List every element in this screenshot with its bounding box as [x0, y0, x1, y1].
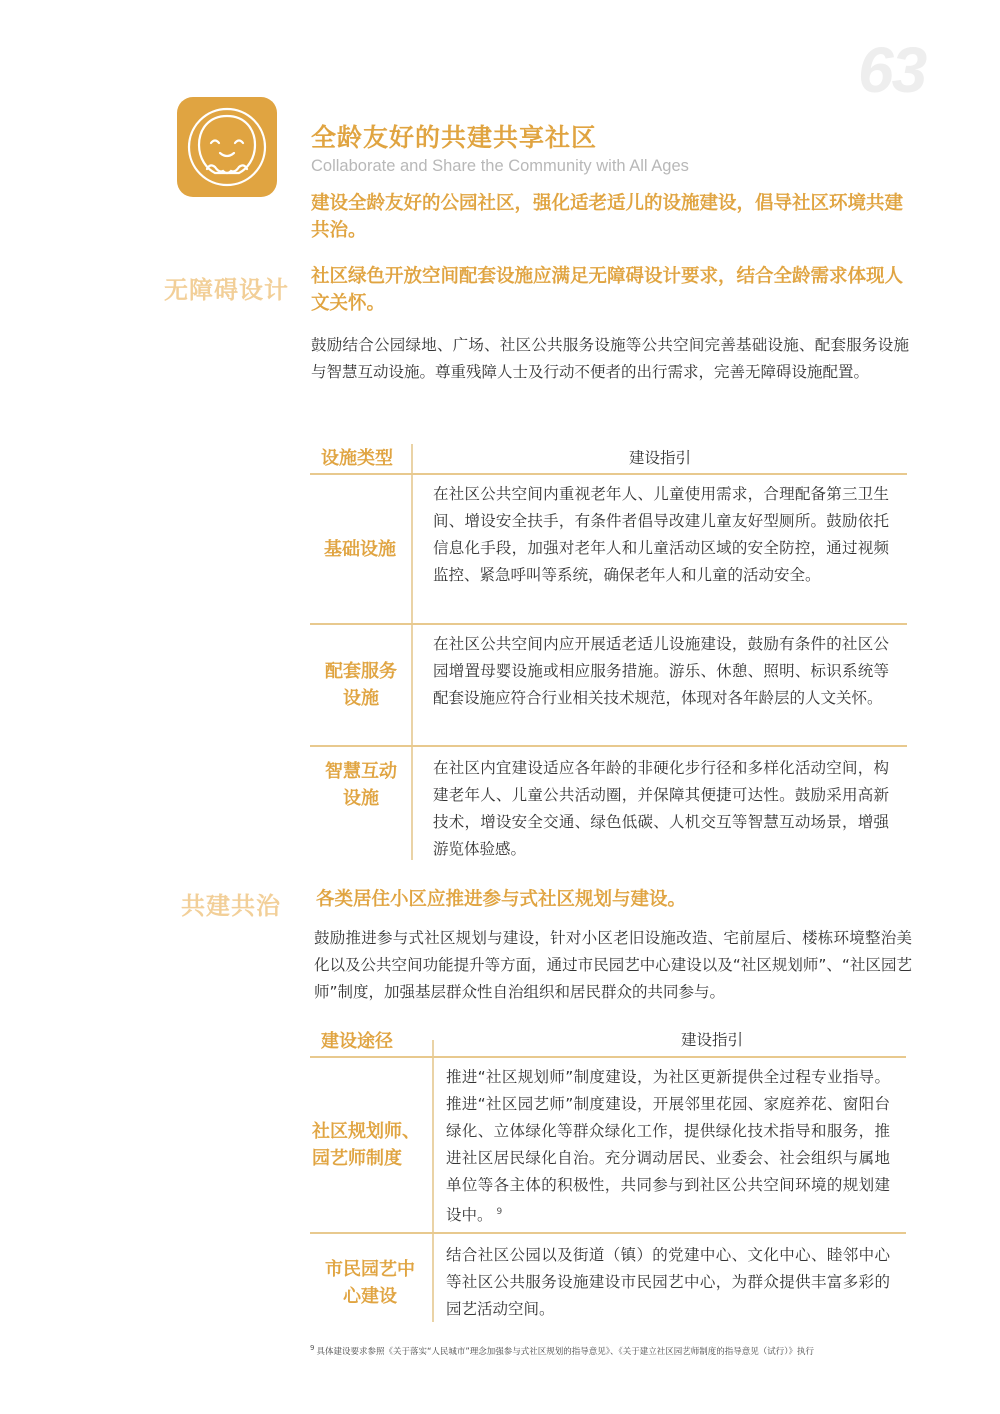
- table-header-guide: 建设指引: [681, 1031, 744, 1049]
- smiling-face-icon-graphic: [177, 97, 277, 197]
- table-divider: [310, 1056, 906, 1058]
- row-text: 在社区公共空间内应开展适老适儿设施建设，鼓励有条件的社区公园增置母婴设施或相应服务措施。游乐、休憩、照明、标识系统等配套设施应符合行业相关技术规范，体现对各年龄层的人文关怀。: [433, 635, 889, 707]
- row-text: [446, 1064, 890, 1229]
- chapter-lead: 建设全龄友好的公园社区，强化适老适儿的设施建设，倡导社区环境共建共治。: [311, 193, 904, 241]
- footnote: [310, 1344, 814, 1357]
- footnote-text: 具体建设要求参照《关于落实“人民城市”理念加强参与式社区规划的指导意见》、《关于建立社区园艺师制度的指导意见（试行）》执行: [316, 1346, 815, 1357]
- section-lead: 各类居住小区应推进参与式社区规划与建设。: [316, 889, 687, 910]
- row-text: 结合社区公园以及街道（镇）的党建中心、文化中心、睦邻中心等社区公共服务设施建设市民园艺中心，为群众提供丰富多彩的园艺活动空间。: [446, 1246, 890, 1318]
- table-divider-vertical: [411, 444, 413, 860]
- table-divider: [310, 1232, 906, 1234]
- section-heading-co-governance: 共建共治: [181, 892, 281, 920]
- section-heading-accessibility: 无障碍设计: [164, 276, 289, 304]
- table-divider-vertical: [432, 1040, 434, 1322]
- row-label: 社区规划师、园艺师制度: [312, 1121, 420, 1169]
- table-header-guide: 建设指引: [628, 449, 691, 467]
- table-divider: [310, 473, 907, 475]
- section-lead: 社区绿色开放空间配套设施应满足无障碍设计要求，结合全龄需求体现人文关怀。: [311, 266, 904, 314]
- row-label: 配套服务设施: [325, 661, 397, 709]
- table-divider: [310, 745, 907, 747]
- row-text: 在社区公共空间内重视老年人、儿童使用需求，合理配备第三卫生间、增设安全扶手，有条件者倡导改建儿童友好型厕所。鼓励依托信息化手段，加强对老年人和儿童活动区域的安全防控，通过视频监控、紧急呼叫等系统，确保老年人和儿童的活动安全。: [433, 485, 889, 584]
- smiling-face-icon: [177, 97, 277, 197]
- row-label: 基础设施: [324, 539, 396, 560]
- row-text: 在社区内宜建设适应各年龄的非硬化步行径和多样化活动空间，构建老年人、儿童公共活动圈，并保障其便捷可达性。鼓励采用高新技术，增设安全交通、绿色低碳、人机交互等智慧互动场景，增强游览体验感。: [433, 759, 889, 858]
- row-label: 智慧互动设施: [325, 761, 397, 809]
- chapter-title: 全龄友好的共建共享社区: [311, 123, 598, 152]
- table-divider: [310, 623, 907, 625]
- section-body: 鼓励结合公园绿地、广场、社区公共服务设施等公共空间完善基础设施、配套服务设施与智慧互动设施。尊重残障人士及行动不便者的出行需求，完善无障碍设施配置。: [311, 336, 909, 381]
- section-body: 鼓励推进参与式社区规划与建设，针对小区老旧设施改造、宅前屋后、楼栋环境整治美化以及公共空间功能提升等方面，通过市民园艺中心建设以及“社区规划师”、“社区园艺师”制度，加强基层群众性自治组织和居民群众的共同参与。: [314, 929, 912, 1001]
- chapter-subtitle: Collaborate and Share the Community with All Ages: [311, 157, 689, 175]
- footnote-marker: 9: [310, 1344, 315, 1352]
- row-label: 市民园艺中心建设: [325, 1259, 415, 1307]
- table-header-type: 设施类型: [321, 448, 393, 469]
- footnote-ref: 9: [496, 1207, 503, 1217]
- page-number: 63: [858, 34, 926, 106]
- row-text-content: 推进“社区规划师”制度建设，为社区更新提供全过程专业指导。推进“社区园艺师”制度建设，开展邻里花园、家庭养花、窗阳台绿化、立体绿化等群众绿化工作，提供绿化技术指导和服务，推进社区居民绿化自治。充分调动居民、业委会、社会组织与属地单位等各主体的积极性，共同参与到社区公共空间环境的规划建设中。: [446, 1068, 890, 1225]
- table-header-approach: 建设途径: [321, 1031, 393, 1052]
